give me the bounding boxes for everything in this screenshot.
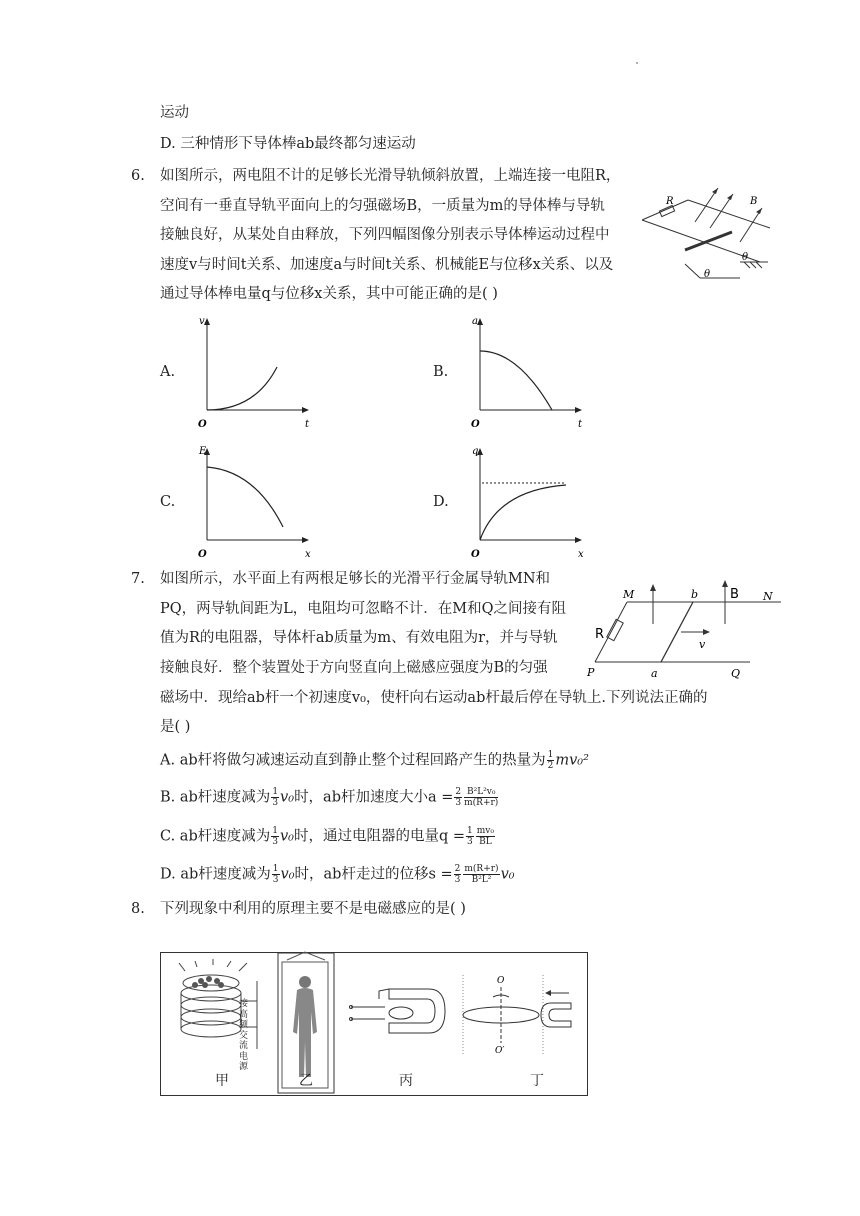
q7-line-6: 是( ) — [160, 719, 191, 735]
page-mark — [636, 62, 638, 64]
q7-option-d-mid: 时，ab杆走过的位移s = — [294, 866, 453, 883]
frac-den: B²L² — [471, 875, 492, 885]
q7-line-5: 磁场中．现给ab杆一个初速度v₀，使杆向右运动ab杆最后停在导轨上.下列说法正确的 — [160, 690, 708, 706]
frac-den: 3 — [272, 798, 279, 808]
q7-figure-P: P — [587, 666, 595, 679]
q7-option-b-frac1 — [454, 787, 462, 808]
frac-den: m(R+r) — [464, 798, 499, 808]
frac-den: 3 — [454, 875, 461, 885]
frac-num: mv₀ — [476, 826, 494, 836]
q6-line-1: 如图所示，两电阻不计的足够长光滑导轨倾斜放置，上端连接一电阻R， — [160, 168, 621, 184]
q6-graph-c-ylabel: E — [199, 446, 207, 457]
q7-option-a-text: A. ab杆将做匀减速运动直到静止整个过程回路产生的热量为 — [160, 752, 546, 769]
frac-num: 2 — [455, 787, 462, 797]
q5-text-fragment: 运动 — [160, 105, 189, 121]
q8-number: 8. — [131, 901, 145, 917]
q6-line-2: 空间有一垂直导轨平面向上的匀强磁场B，一质量为m的导体棒与导轨 — [160, 198, 605, 214]
frac-den: 3 — [272, 837, 278, 847]
q7-number: 7. — [131, 571, 145, 587]
q7-option-d — [160, 864, 515, 885]
q7-option-a — [160, 750, 589, 771]
frac-den: 3 — [455, 798, 462, 808]
frac-num: 2 — [454, 864, 461, 874]
q7-option-b — [160, 787, 499, 808]
q6-graph-d-ylabel: q — [472, 446, 479, 457]
frac-den: BL — [479, 837, 492, 847]
q7-rails-figure — [585, 580, 785, 682]
q8-caption-ding: 丁 — [530, 1073, 544, 1089]
q6-figure-theta-2: θ — [704, 269, 711, 280]
q6-line-4: 速度v与时间t关系、加速度a与时间t关系、机械能E与位移x关系、以及 — [160, 257, 614, 273]
q7-option-d-frac1 — [454, 864, 462, 885]
q7-option-d-v0: v₀ — [280, 866, 295, 883]
q7-option-b-mid: 时，ab杆加速度大小a = — [294, 789, 454, 806]
q8-panel-1-coil — [165, 961, 265, 1056]
q7-line-4: 接触良好．整个装置处于方向竖直向上磁感应强度为B的匀强 — [160, 660, 548, 676]
frac-den: 3 — [467, 837, 473, 847]
q7-option-a-frac — [547, 750, 555, 771]
frac-den: 3 — [272, 875, 279, 885]
q7-figure-M: M — [623, 588, 635, 601]
char: 接 — [239, 999, 249, 1009]
q6-option-a-label: A. — [160, 364, 176, 380]
q6-graph-c-xlabel: x — [305, 549, 311, 560]
q6-graph-a-origin: O — [198, 419, 207, 430]
q6-graph-b-ylabel: a — [472, 316, 478, 327]
q7-option-a-tail: mv₀² — [555, 752, 589, 769]
q6-graph-b-xlabel: t — [578, 419, 583, 430]
q7-option-d-text: D. ab杆速度减为 — [160, 866, 271, 883]
q6-option-d-label: D. — [433, 494, 449, 510]
frac-num: m(R+r) — [464, 864, 499, 874]
q6-graph-b-origin: O — [471, 419, 480, 430]
char: 电 — [239, 1051, 249, 1062]
q6-graph-d-origin: O — [471, 549, 480, 560]
q7-option-b-frac2 — [464, 787, 498, 808]
frac-num: 1 — [467, 826, 473, 836]
frac-num: 1 — [272, 787, 279, 797]
q6-figure-theta-1: θ — [742, 252, 749, 263]
q7-figure-Q: Q — [731, 667, 741, 680]
frac-den: 2 — [547, 761, 554, 771]
q7-option-c-v0: v₀ — [279, 828, 294, 845]
q8-caption-jia: 甲 — [215, 1073, 229, 1089]
q6-graph-a — [195, 315, 315, 430]
q6-graph-d — [468, 445, 588, 560]
q8-panel-3-magnet — [349, 977, 449, 1037]
q7-option-c-mid: 时，通过电阻器的电量q = — [293, 828, 466, 845]
q8-caption-bing: 丙 — [399, 1073, 413, 1089]
q7-figure-b: b — [691, 588, 699, 601]
q7-line-2: PQ，两导轨间距为L，电阻均可忽略不计．在M和Q之间接有阻 — [160, 601, 567, 617]
q8-panel-1-side-label — [239, 999, 249, 1073]
q6-figure-R: R — [666, 196, 674, 207]
q7-option-c-third — [271, 826, 279, 847]
q6-line-5: 通过导体棒电量q与位移x关系，其中可能正确的是( ) — [160, 286, 498, 302]
q8-panel-4-disk — [459, 973, 583, 1063]
q7-figure-R: R — [595, 627, 605, 642]
q6-graph-b — [468, 315, 588, 430]
q7-option-c — [160, 826, 496, 847]
q6-graph-a-xlabel: t — [305, 419, 310, 430]
q8-caption-yi: 乙 — [299, 1073, 313, 1089]
q6-graph-c — [195, 445, 315, 560]
q7-figure-a: a — [651, 667, 658, 680]
q6-number: 6. — [131, 168, 145, 184]
char: 交 — [239, 1030, 249, 1041]
q7-figure-N: N — [763, 590, 773, 603]
q6-graph-a-ylabel: v — [199, 316, 205, 327]
q7-line-3: 值为R的电阻器，导体杆ab质量为m、有效电阻为r，并与导轨 — [160, 630, 558, 646]
q6-option-b-label: B. — [433, 364, 449, 380]
q8-panel-4-top-label: O — [497, 976, 505, 986]
q7-option-b-v0: v₀ — [280, 789, 295, 806]
q8-figure-box — [160, 952, 588, 1096]
q6-graph-c-origin: O — [198, 549, 207, 560]
q7-option-b-third — [271, 787, 279, 808]
q7-line-1: 如图所示，水平面上有两根足够长的光滑平行金属导轨MN和 — [160, 571, 551, 587]
q7-option-c-text: C. ab杆速度减为 — [160, 828, 271, 845]
q6-graph-d-xlabel: x — [578, 549, 584, 560]
char: 高 — [239, 1009, 249, 1020]
q7-figure-B: B — [730, 587, 739, 602]
char: 流 — [239, 1041, 249, 1051]
char: 源 — [239, 1062, 249, 1072]
q7-option-c-frac2 — [476, 826, 495, 847]
q8-panel-4-bottom-label: O′ — [495, 1046, 505, 1056]
q6-line-3: 接触良好，从某处自由释放，下列四幅图像分别表示导体棒运动过程中 — [160, 227, 610, 243]
frac-num: 1 — [272, 826, 278, 836]
q6-figure-B: B — [750, 196, 758, 207]
frac-num: B²L²v₀ — [464, 787, 498, 798]
q6-incline-figure — [640, 180, 770, 285]
q8-text: 下列现象中利用的原理主要不是电磁感应的是( ) — [160, 901, 466, 917]
char: 频 — [239, 1020, 249, 1030]
q7-option-d-frac2 — [463, 864, 499, 885]
q7-option-b-text: B. ab杆速度减为 — [160, 789, 271, 806]
q7-option-d-tail: v₀ — [500, 866, 515, 883]
q7-option-d-third — [272, 864, 280, 885]
q7-option-c-frac1 — [466, 826, 474, 847]
q7-figure-v: v — [699, 638, 706, 651]
q5-option-d: D. 三种情形下导体棒ab最终都匀速运动 — [160, 136, 416, 152]
frac-num: 1 — [272, 864, 279, 874]
q6-option-c-label: C. — [160, 494, 176, 510]
frac-num: 1 — [547, 750, 554, 760]
